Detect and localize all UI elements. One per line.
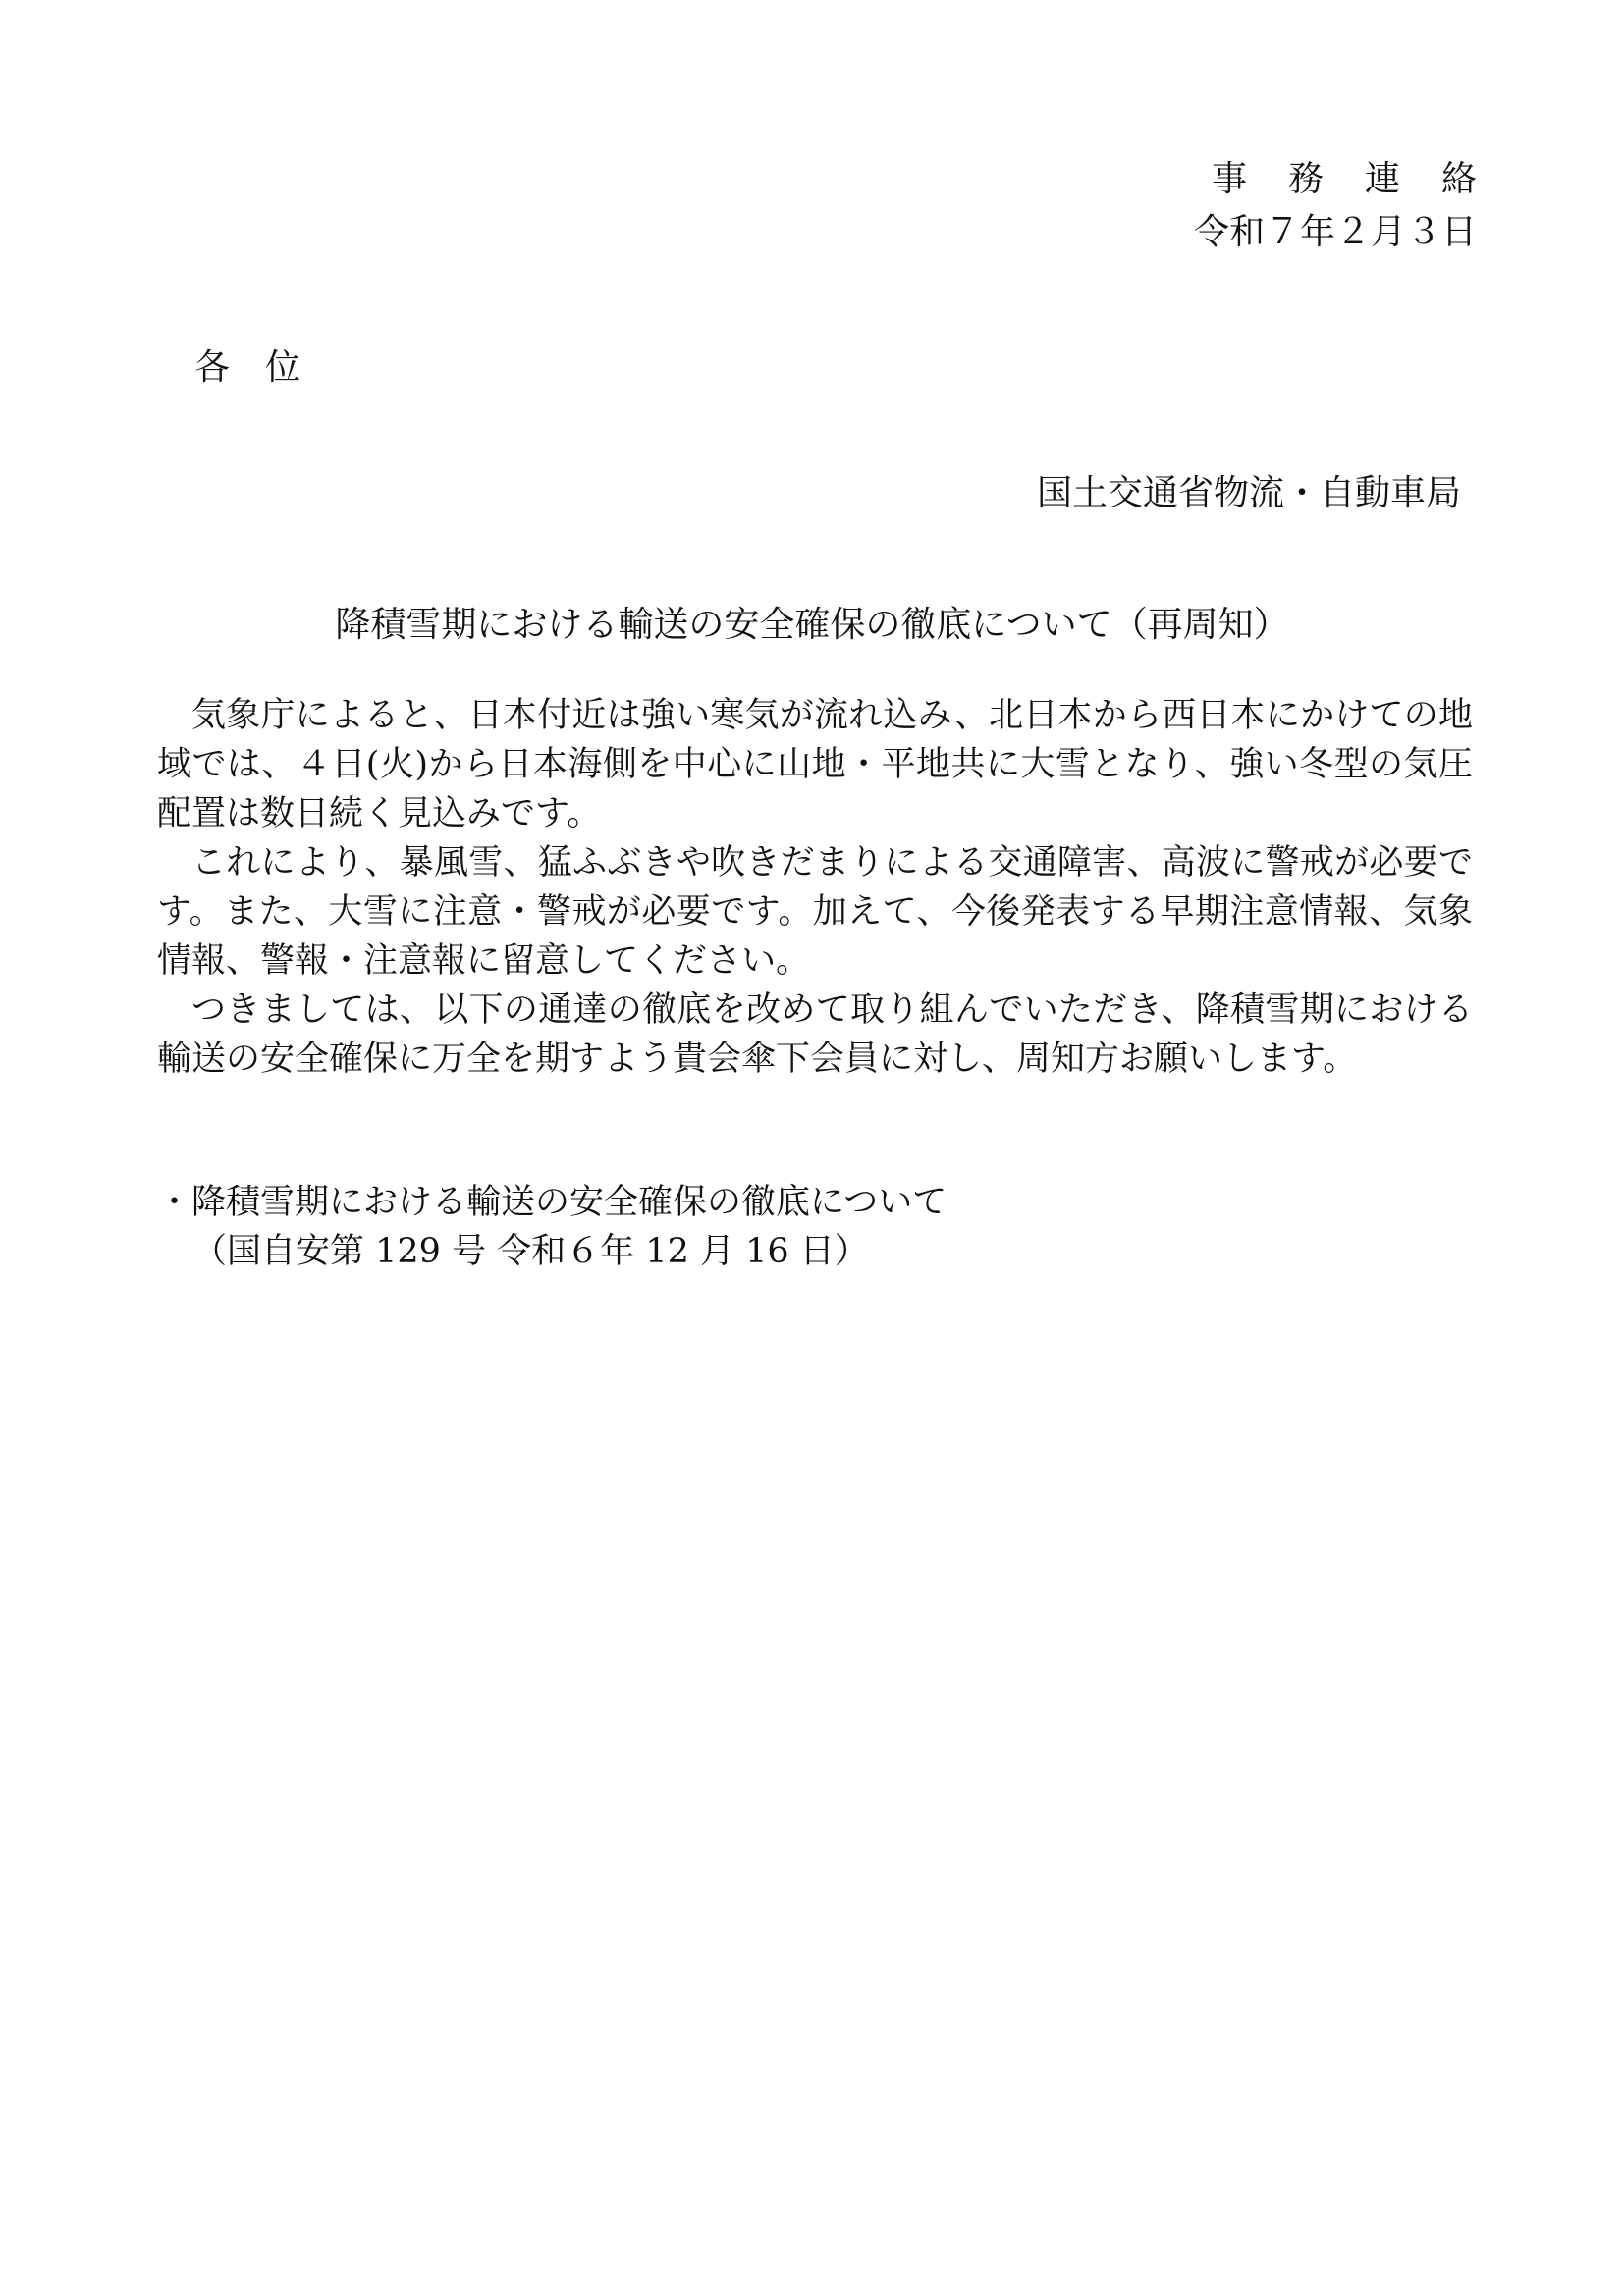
body-paragraph-2: これにより、暴風雪、猛ふぶきや吹きだまりによる交通障害、高波に警戒が必要です。また、大雪に注意・警戒が必要です。加えて、今後発表する早期注意情報、気象情報、警報・注意報に留意してください。	[157, 843, 1473, 981]
reference-block	[157, 1178, 947, 1276]
body-text	[157, 691, 1473, 1084]
document-type: 事務連絡	[1211, 159, 1518, 199]
document-date: 令和７年２月３日	[1193, 212, 1477, 252]
sender: 国土交通省物流・自動車局	[1036, 473, 1461, 513]
reference-citation: （国自安第 129 号 令和６年 12 月 16 日）	[192, 1232, 869, 1271]
addressee: 各位	[194, 347, 337, 388]
body-paragraph-3: つきましては、以下の通達の徹底を改めて取り組んでいただき、降積雪期における輸送の安全確保に万全を期すよう貴会傘下会員に対し、周知方お願いします。	[157, 990, 1473, 1079]
subject-title: 降積雪期における輸送の安全確保の徹底について（再周知）	[335, 605, 1289, 645]
body-paragraph-1: 気象庁によると、日本付近は強い寒気が流れ込み、北日本から西日本にかけての地域では、４日(火)から日本海側を中心に山地・平地共に大雪となり、強い冬型の気圧配置は数日続く見込みです。	[157, 696, 1473, 833]
reference-title: ・降積雪期における輸送の安全確保の徹底について	[157, 1183, 947, 1222]
